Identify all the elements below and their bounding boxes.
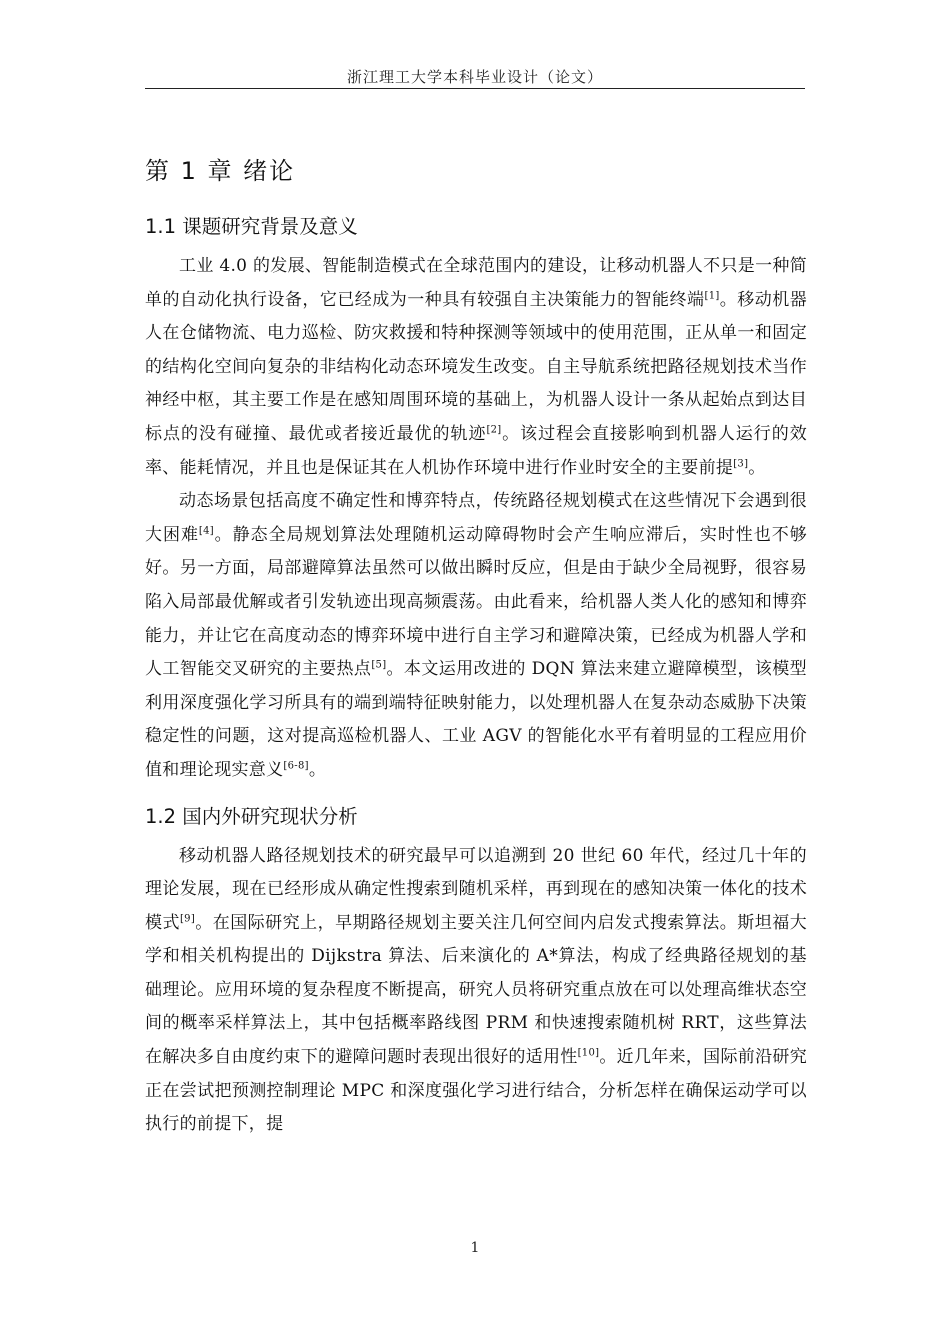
citation-ref: [3]: [733, 457, 749, 469]
paragraph: [145, 840, 807, 1142]
citation-ref: [5]: [371, 659, 387, 671]
paragraph: [145, 485, 807, 787]
citation-ref: [6-8]: [283, 760, 309, 772]
section-title-1-2: 1.2 国内外研究现状分析: [145, 804, 358, 828]
text-run: 移动机器人路径规划技术的研究最早可以追溯到 20 世纪 60 年代，经过几十年的理论发展，现在已经形成从确定性搜索到随机采样，再到现在的感知决策一体化的技术模式: [145, 845, 807, 933]
page-number: 1: [470, 1240, 480, 1256]
text-run: 动态场景包括高度不确定性和博弈特点，传统路径规划模式在这些情况下会遇到很大困难: [145, 491, 807, 545]
text-run: 工业 4.0 的发展、智能制造模式在全球范围内的建设，让移动机器人不只是一种简单的自动化执行设备，它已经成为一种具有较强自主决策能力的智能终端: [145, 256, 807, 310]
citation-ref: [1]: [704, 289, 720, 301]
text-run: 。静态全局规划算法处理随机运动障碍物时会产生响应滞后，实时性也不够好。另一方面，局部避障算法虽然可以做出瞬时反应，但是由于缺少全局视野，很容易陷入局部最优解或者引发轨迹出现高频震荡。由此看来，给机器人类人化的感知和博弈能力，并让它在高度动态的博弈环境中进行自主学习和避障决策，已经成为机器人学和人工智能交叉研究的主要热点: [145, 524, 807, 680]
header-rule: [145, 88, 805, 89]
section-title-1-1: 1.1 课题研究背景及意义: [145, 215, 358, 238]
text-run: 。: [308, 759, 327, 780]
text-run: 。本文运用改进的 DQN 算法来建立避障模型，该模型利用深度强化学习所具有的端到端特征映射能力，以处理机器人在复杂动态威胁下决策稳定性的问题，这对提高巡检机器人、工业 AGV 的智能化水平有着明显的工程应用价值和理论现实意义: [145, 659, 807, 780]
text-run: 。近几年来，国际前沿研究正在尝试把预测控制理论 MPC 和深度强化学习进行结合，分析怎样在确保运动学可以执行的前提下，提: [145, 1047, 807, 1135]
citation-ref: [9]: [179, 913, 196, 925]
paragraph: [145, 250, 807, 485]
chapter-title: 第 1 章 绪论: [145, 157, 296, 185]
text-run: 。: [748, 457, 766, 478]
page-body: [145, 150, 807, 1142]
text-run: 。移动机器人在仓储物流、电力巡检、防灾救援和特种探测等领域中的使用范围，正从单一和固定的结构化空间向复杂的非结构化动态环境发生改变。自主导航系统把路径规划技术当作神经中枢，其主要工作是在感知周围环境的基础上，为机器人设计一条从起始点到达目标点的没有碰撞、最优或者接近最优的轨迹: [145, 289, 807, 444]
text-run: 。该过程会直接影响到机器人运行的效率、能耗情况，并且也是保证其在人机协作环境中进行作业时安全的主要前提: [145, 423, 807, 478]
citation-ref: [4]: [198, 525, 214, 537]
citation-ref: [2]: [486, 424, 502, 436]
page-header: 浙江理工大学本科毕业设计（论文）: [346, 68, 603, 86]
text-run: 。在国际研究上，早期路径规划主要关注几何空间内启发式搜索算法。斯坦福大学和相关机构提出的 Dijkstra 算法、后来演化的 A*算法，构成了经典路径规划的基础理论。应用环境的复杂程度不断提高，研究人员将研究重点放在可以处理高维状态空间的概率采样算法上，其中包括概率路线图 PRM 和快速搜索随机树 RRT，这些算法在解决多自由度约束下的避障问题时表现出很好的适用性: [145, 912, 807, 1068]
citation-ref: [10]: [577, 1047, 600, 1059]
